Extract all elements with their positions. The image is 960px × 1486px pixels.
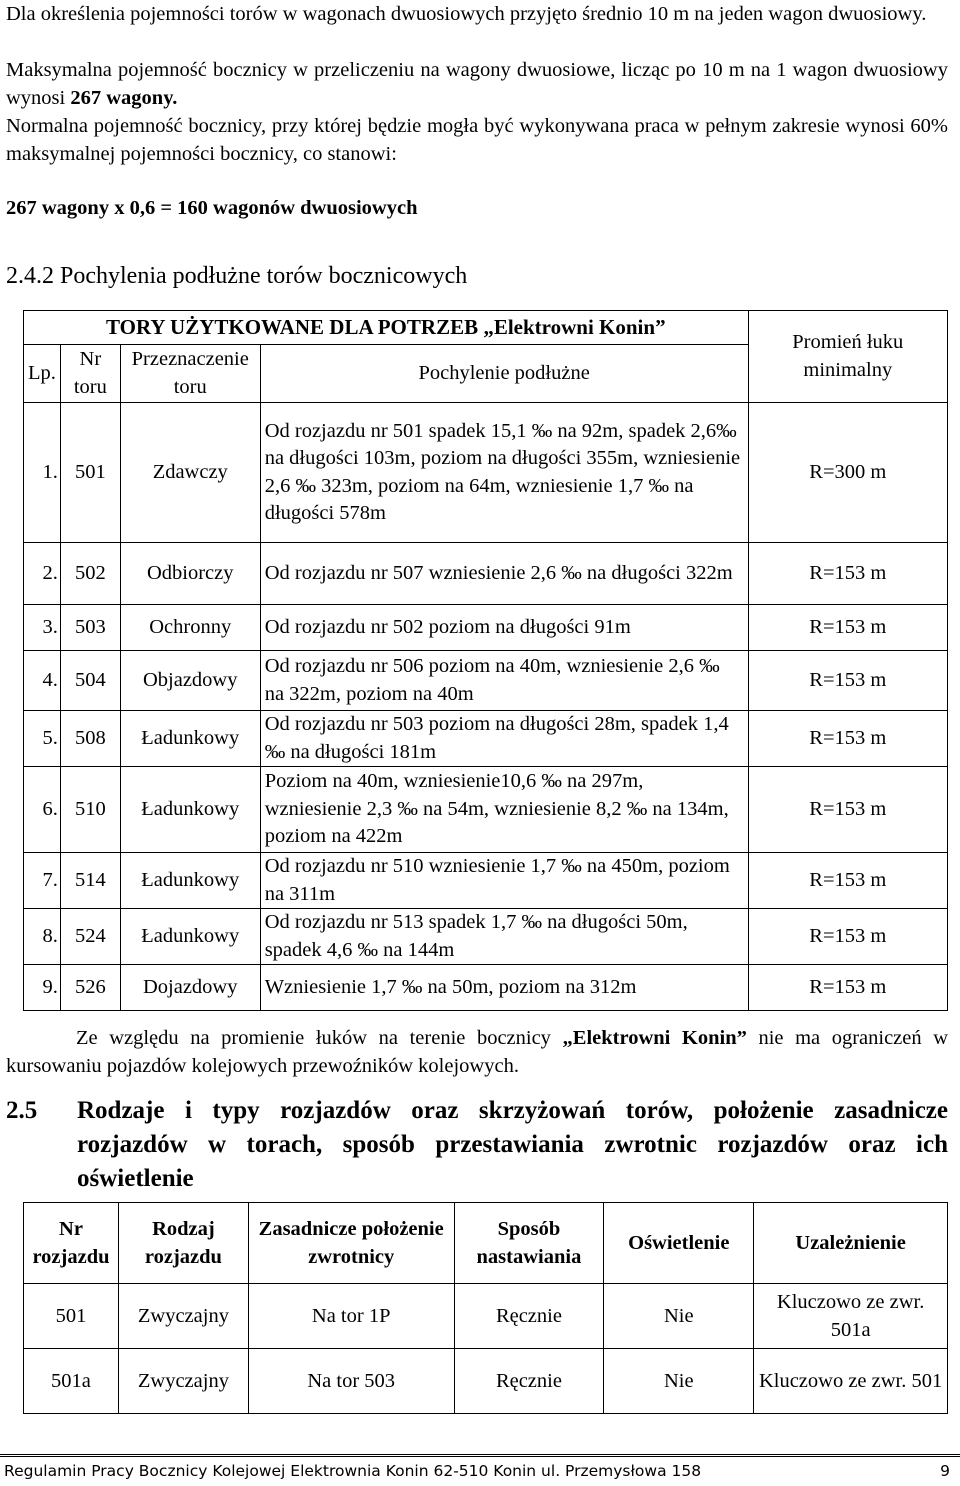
cell-switch-nr: 501a bbox=[24, 1349, 119, 1414]
cell-purpose: Zdawczy bbox=[120, 403, 260, 543]
cell-radius: R=153 m bbox=[748, 853, 947, 909]
cell-purpose: Objazdowy bbox=[120, 651, 260, 711]
cell-nr: 510 bbox=[60, 767, 120, 853]
cell-switch-type: Zwyczajny bbox=[118, 1284, 248, 1349]
cell-switch-dependency: Kluczowo ze zwr. 501a bbox=[754, 1284, 948, 1349]
cell-switch-dependency: Kluczowo ze zwr. 501 bbox=[754, 1349, 948, 1414]
header-lp: Lp. bbox=[24, 345, 61, 403]
cell-radius: R=153 m bbox=[748, 965, 947, 1011]
cell-slope: Poziom na 40m, wzniesienie10,6 ‰ na 297m, wzniesienie 2,3 ‰ na 54m, wzniesienie 8,2 ‰ na 134m, poziom na 422m bbox=[260, 767, 748, 853]
footer-text: Regulamin Pracy Bocznicy Kolejowej Elektrownia Konin 62-510 Konin ul. Przemysłowa 158 bbox=[4, 1462, 702, 1480]
cell-purpose: Ochronny bbox=[120, 605, 260, 651]
cell-slope: Wzniesienie 1,7 ‰ na 50m, poziom na 312m bbox=[260, 965, 748, 1011]
cell-radius: R=153 m bbox=[748, 605, 947, 651]
tracks-table-title: TORY UŻYTKOWANE DLA POTRZEB „Elektrowni Konin” bbox=[24, 311, 749, 345]
curve-note-after: nie ma ograniczeń w kursowaniu pojazdów kolejowych przewoźników kolejowych. bbox=[6, 1027, 948, 1077]
page-footer bbox=[4, 1462, 950, 1480]
tracks-table-body bbox=[24, 403, 948, 1011]
header-radius: Promień łuku minimalny bbox=[748, 311, 947, 403]
cell-radius: R=153 m bbox=[748, 651, 947, 711]
cell-lp: 3. bbox=[24, 605, 61, 651]
section-heading-25: Rodzaje i typy rozjazdów oraz skrzyżowań torów, położenie zasadnicze rozjazdów w torach, sposób przestawiania zwrotnic rozjazdów oraz ich oświetlenie bbox=[77, 1097, 948, 1192]
table-row bbox=[24, 767, 948, 853]
cell-radius: R=300 m bbox=[748, 403, 947, 543]
cell-switch-method: Ręcznie bbox=[454, 1349, 604, 1414]
page-number: 9 bbox=[940, 1462, 950, 1480]
cell-slope: Od rozjazdu nr 502 poziom na długości 91m bbox=[260, 605, 748, 651]
cell-nr: 503 bbox=[60, 605, 120, 651]
cell-nr: 501 bbox=[60, 403, 120, 543]
curve-note-paragraph bbox=[6, 1024, 948, 1080]
cell-lp: 5. bbox=[24, 711, 61, 767]
switch-table bbox=[23, 1202, 948, 1414]
header-slope: Pochylenie podłużne bbox=[260, 345, 748, 403]
cell-purpose: Ładunkowy bbox=[120, 853, 260, 909]
cell-nr: 502 bbox=[60, 543, 120, 605]
max-capacity-value: 267 wagony. bbox=[70, 87, 178, 109]
cell-purpose: Odbiorczy bbox=[120, 543, 260, 605]
header-switch-lighting: Oświetlenie bbox=[604, 1203, 754, 1284]
curve-note-bold: „Elektrowni Konin” bbox=[562, 1027, 747, 1049]
cell-radius: R=153 m bbox=[748, 909, 947, 965]
cell-slope: Od rozjazdu nr 503 poziom na długości 28m, spadek 1,4 ‰ na długości 181m bbox=[260, 711, 748, 767]
cell-slope: Od rozjazdu nr 501 spadek 15,1 ‰ na 92m, spadek 2,6‰ na długości 103m, poziom na długości 355m, wzniesienie 2,6 ‰ 323m, poziom na 64m, wzniesienie 1,7 ‰ na długości 578m bbox=[260, 403, 748, 543]
cell-nr: 524 bbox=[60, 909, 120, 965]
cell-lp: 1. bbox=[24, 403, 61, 543]
cell-slope: Od rozjazdu nr 513 spadek 1,7 ‰ na długości 50m, spadek 4,6 ‰ na 144m bbox=[260, 909, 748, 965]
cell-switch-lighting: Nie bbox=[604, 1349, 754, 1414]
table-row bbox=[24, 853, 948, 909]
cell-switch-position: Na tor 503 bbox=[248, 1349, 454, 1414]
cell-lp: 7. bbox=[24, 853, 61, 909]
cell-slope: Od rozjazdu nr 507 wzniesienie 2,6 ‰ na długości 322m bbox=[260, 543, 748, 605]
cell-radius: R=153 m bbox=[748, 711, 947, 767]
cell-switch-nr: 501 bbox=[24, 1284, 119, 1349]
intro-paragraph-3: Normalna pojemność bocznicy, przy której będzie mogła być wykonywana praca w pełnym zakresie wynosi 60% maksymalnej pojemności bocznicy, co stanowi: bbox=[6, 115, 948, 165]
cell-lp: 6. bbox=[24, 767, 61, 853]
cell-purpose: Ładunkowy bbox=[120, 711, 260, 767]
table-row bbox=[24, 711, 948, 767]
cell-nr: 508 bbox=[60, 711, 120, 767]
cell-lp: 9. bbox=[24, 965, 61, 1011]
intro-paragraph-2 bbox=[6, 56, 948, 112]
section-number-25: 2.5 bbox=[6, 1097, 38, 1124]
cell-purpose: Ładunkowy bbox=[120, 909, 260, 965]
cell-switch-position: Na tor 1P bbox=[248, 1284, 454, 1349]
header-nr: Nr toru bbox=[60, 345, 120, 403]
cell-slope: Od rozjazdu nr 510 wzniesienie 1,7 ‰ na 450m, poziom na 311m bbox=[260, 853, 748, 909]
cell-slope: Od rozjazdu nr 506 poziom na 40m, wzniesienie 2,6 ‰ na 322m, poziom na 40m bbox=[260, 651, 748, 711]
header-switch-position: Zasadnicze położenie zwrotnicy bbox=[248, 1203, 454, 1284]
cell-radius: R=153 m bbox=[748, 767, 947, 853]
cell-radius: R=153 m bbox=[748, 543, 947, 605]
table-row bbox=[24, 605, 948, 651]
table-row bbox=[24, 909, 948, 965]
capacity-calculation: 267 wagony x 0,6 = 160 wagonów dwuosiowych bbox=[6, 197, 418, 219]
cell-switch-lighting: Nie bbox=[604, 1284, 754, 1349]
cell-purpose: Dojazdowy bbox=[120, 965, 260, 1011]
curve-note-before: Ze względu na promienie łuków na terenie bocznicy bbox=[76, 1027, 563, 1049]
header-switch-method: Sposób nastawiania bbox=[454, 1203, 604, 1284]
cell-switch-method: Ręcznie bbox=[454, 1284, 604, 1349]
table-row bbox=[24, 1349, 948, 1414]
footer-divider bbox=[0, 1454, 960, 1457]
header-purpose: Przeznaczenie toru bbox=[120, 345, 260, 403]
section-heading-242: 2.4.2 Pochylenia podłużne torów bocznicowych bbox=[6, 263, 468, 289]
cell-lp: 2. bbox=[24, 543, 61, 605]
header-switch-nr: Nr rozjazdu bbox=[24, 1203, 119, 1284]
cell-nr: 526 bbox=[60, 965, 120, 1011]
cell-nr: 514 bbox=[60, 853, 120, 909]
table-row bbox=[24, 1284, 948, 1349]
cell-lp: 8. bbox=[24, 909, 61, 965]
cell-nr: 504 bbox=[60, 651, 120, 711]
table-row bbox=[24, 651, 948, 711]
table-row bbox=[24, 543, 948, 605]
header-switch-type: Rodzaj rozjazdu bbox=[118, 1203, 248, 1284]
header-switch-dependency: Uzależnienie bbox=[754, 1203, 948, 1284]
table-row bbox=[24, 403, 948, 543]
intro-paragraph-2-text: Maksymalna pojemność bocznicy w przeliczeniu na wagony dwuosiowe, licząc po 10 m na 1 wagon dwuosiowy wynosi bbox=[6, 59, 948, 109]
cell-lp: 4. bbox=[24, 651, 61, 711]
cell-switch-type: Zwyczajny bbox=[118, 1349, 248, 1414]
cell-purpose: Ładunkowy bbox=[120, 767, 260, 853]
table-row bbox=[24, 965, 948, 1011]
intro-paragraph-1: Dla określenia pojemności torów w wagonach dwuosiowych przyjęto średnio 10 m na jeden wagon dwuosiowy. bbox=[6, 3, 927, 25]
tracks-table bbox=[23, 310, 948, 1011]
